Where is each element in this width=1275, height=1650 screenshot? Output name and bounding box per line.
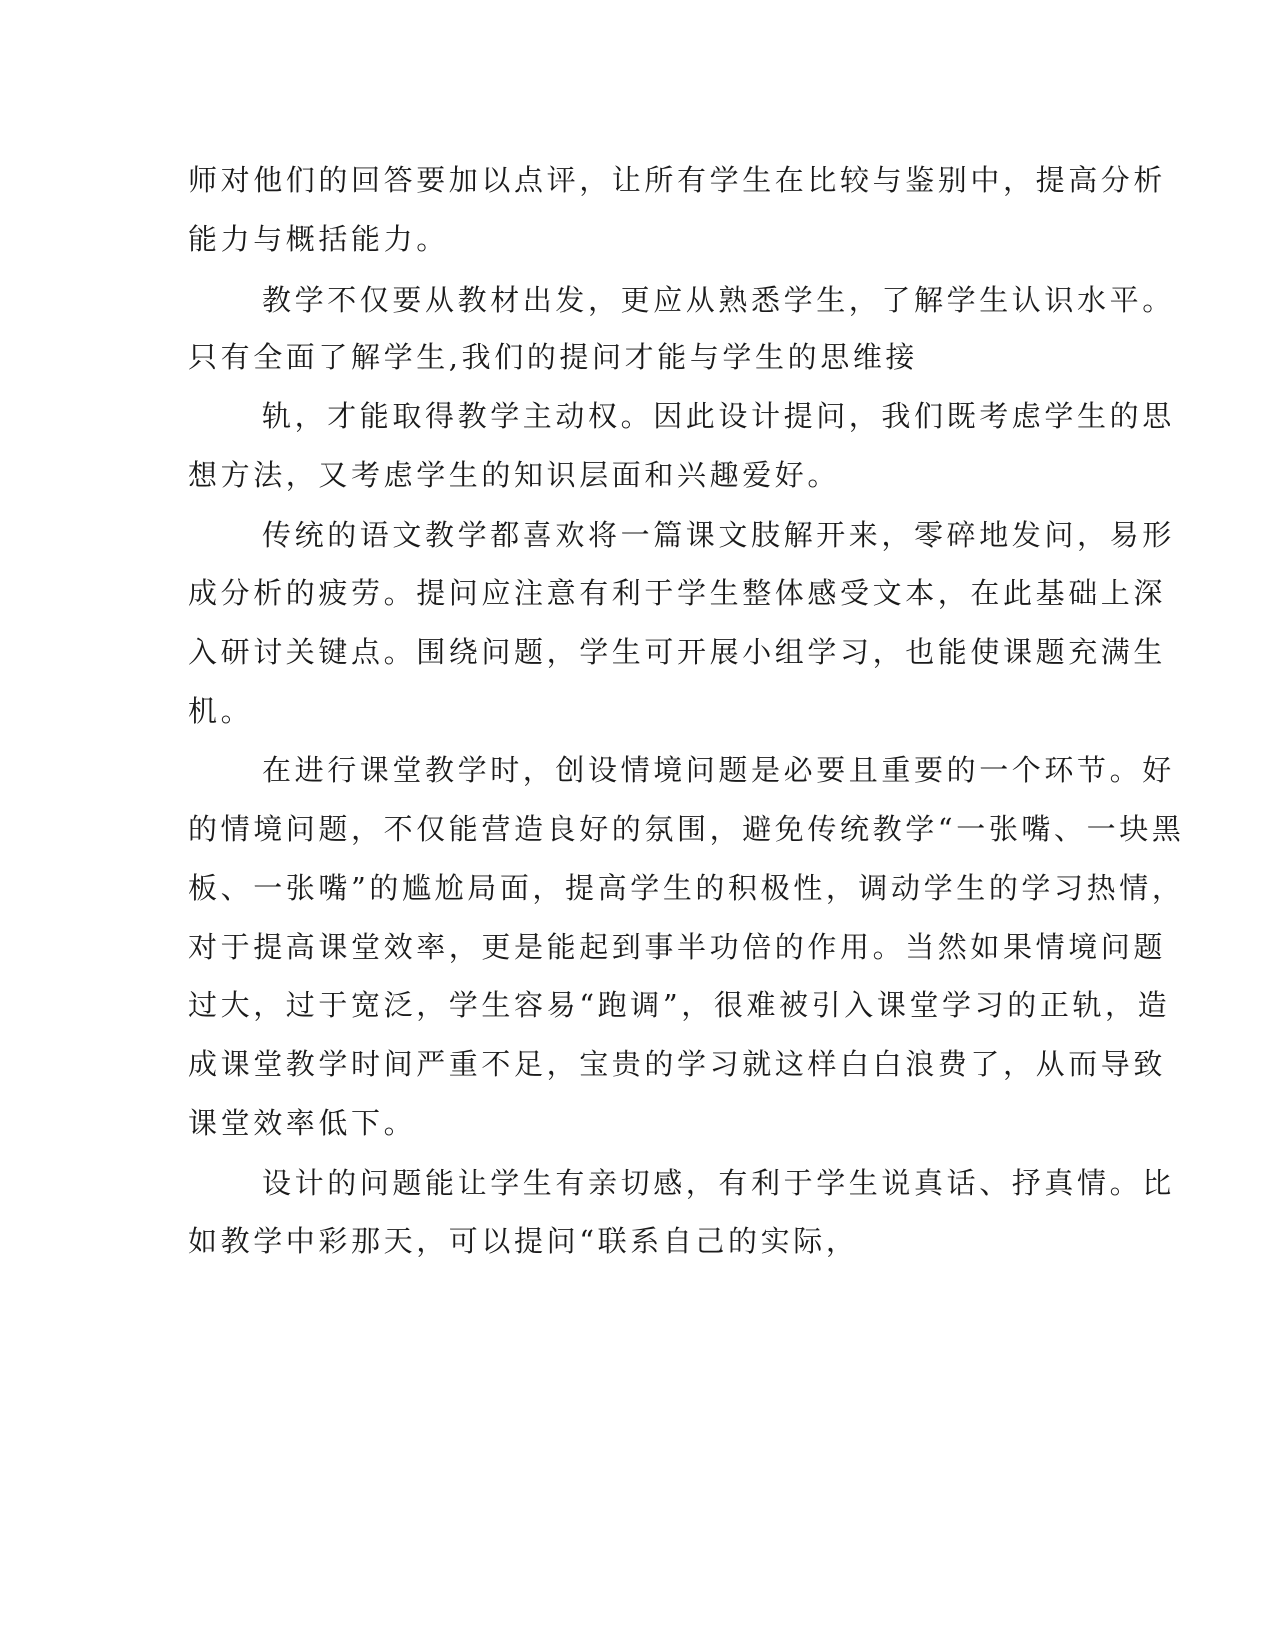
text-line: 在进行课堂教学时，创设情境问题是必要且重要的一个环节。好 bbox=[262, 753, 1175, 787]
text-line: 的情境问题，不仅能营造良好的氛围，避免传统教学“一张嘴、一块黑 bbox=[188, 812, 1185, 846]
text-line: 传统的语文教学都喜欢将一篇课文肢解开来，零碎地发问，易形 bbox=[262, 518, 1175, 552]
text-line: 教学不仅要从教材出发，更应从熟悉学生，了解学生认识水平。 bbox=[262, 283, 1175, 317]
text-line: 课堂效率低下。 bbox=[188, 1106, 417, 1140]
text-line: 能力与概括能力。 bbox=[188, 222, 449, 256]
text-line: 成分析的疲劳。提问应注意有利于学生整体感受文本，在此基础上深 bbox=[188, 576, 1167, 610]
text-line: 只有全面了解学生,我们的提问才能与学生的思维接 bbox=[188, 340, 919, 374]
text-line: 过大，过于宽泛，学生容易“跑调”，很难被引入课堂学习的正轨，造 bbox=[188, 988, 1171, 1022]
text-line: 师对他们的回答要加以点评，让所有学生在比较与鉴别中，提高分析 bbox=[188, 163, 1167, 197]
text-line: 机。 bbox=[188, 694, 254, 728]
text-line: 对于提高课堂效率，更是能起到事半功倍的作用。当然如果情境问题 bbox=[188, 930, 1167, 964]
text-line: 入研讨关键点。围绕问题，学生可开展小组学习，也能使课题充满生 bbox=[188, 635, 1167, 669]
text-line: 如教学中彩那天，可以提问“联系自己的实际， bbox=[188, 1224, 859, 1258]
text-line: 成课堂教学时间严重不足，宝贵的学习就这样白白浪费了，从而导致 bbox=[188, 1047, 1167, 1081]
text-line: 轨，才能取得教学主动权。因此设计提问，我们既考虑学生的思 bbox=[262, 399, 1175, 433]
text-line: 想方法，又考虑学生的知识层面和兴趣爱好。 bbox=[188, 458, 841, 492]
text-line: 设计的问题能让学生有亲切感，有利于学生说真话、抒真情。比 bbox=[262, 1166, 1175, 1200]
text-line: 板、一张嘴”的尴尬局面，提高学生的积极性，调动学生的学习热情， bbox=[188, 871, 1185, 905]
